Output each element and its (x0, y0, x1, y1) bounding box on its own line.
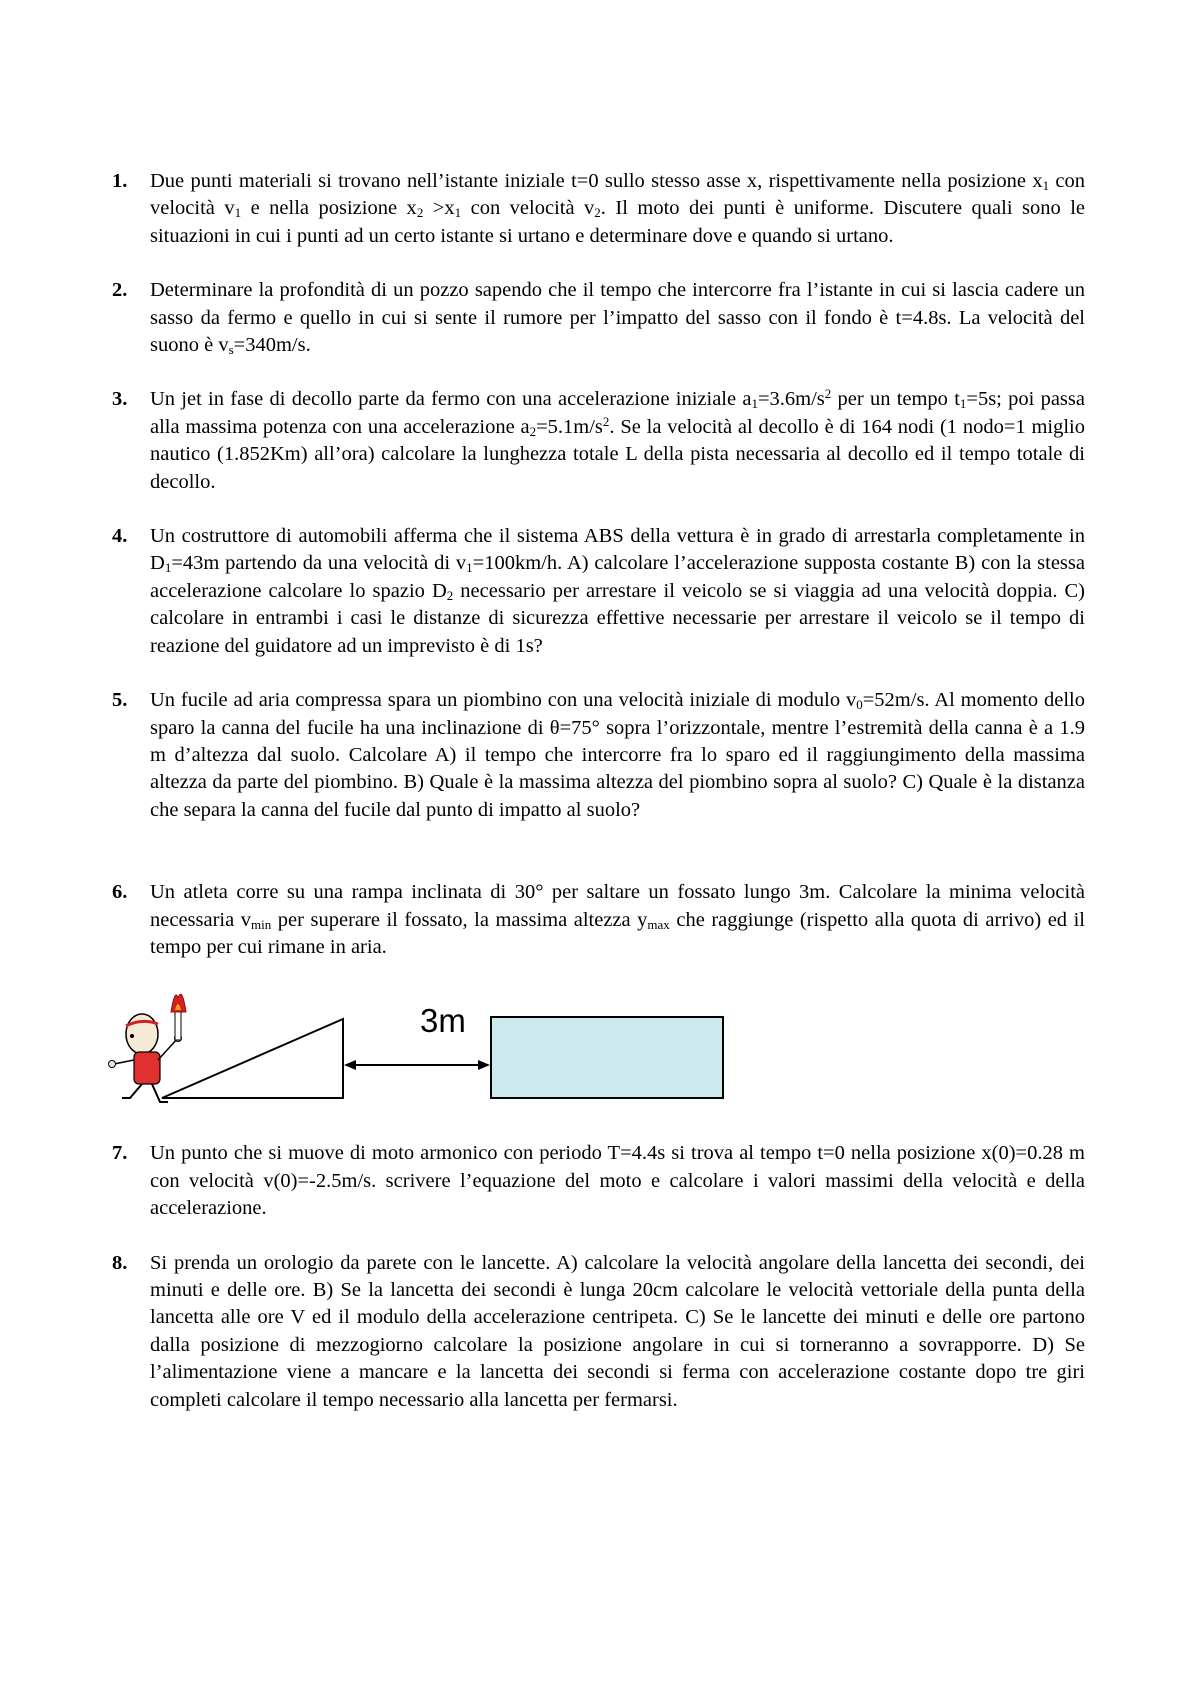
problem-3 (112, 386, 1085, 496)
problem-list (112, 168, 1086, 1441)
problem-number: 7. (112, 1142, 128, 1165)
problem-6 (112, 879, 1085, 961)
ramp-diagram (100, 988, 1035, 1110)
problem-1 (112, 168, 1086, 250)
problem-text: Un atleta corre su una rampa inclinata di 30° per saltare un fossato lungo 3m. Calcolare la minima velocità necessaria $v_{min}$ per superare il fossato, la massima altezza $y_{max}$ che raggiunge (rispetto alla quota di arrivo) ed il tempo per cui rimane in aria. (150, 881, 1085, 958)
problem-text: Un fucile ad aria compressa spara un piombino con una velocità iniziale di modulo $v_0=52m/s$. Al momento dello sparo la canna del fucile ha una inclinazione di θ=75° sopra l’orizzontale, mentre l’estremità della canna è a 1.9 m d’altezza dal suolo. Calcolare A) il tempo che intercorre fra lo sparo ed il raggiungimento della massima altezza da parte del piombino. B) Quale è la massima altezza del piombino sopra al suolo? C) Quale è la distanza che separa la canna del fucile dal punto di impatto al suolo? (150, 689, 1085, 821)
ramp-triangle (162, 1019, 343, 1098)
landing-block (491, 1017, 723, 1098)
problem-text: Determinare la profondità di un pozzo sapendo che il tempo che intercorre fra l’istante in cui si lascia cadere un sasso da fermo e quello in cui si sente il rumore per l’impatto del sasso con il fondo è t=4.8s. La velocità del suono è $v_s=340m/s$. (150, 279, 1085, 358)
athlete-icon (109, 995, 187, 1103)
problem-8 (112, 1250, 1085, 1414)
problem-7 (112, 1140, 1085, 1222)
problem-5 (112, 687, 1085, 824)
problem-number: 8. (112, 1251, 128, 1274)
gap-arrow (344, 1060, 490, 1070)
ramp-figure (100, 988, 1035, 1110)
problem-number: 6. (112, 881, 128, 904)
problem-number: 3. (112, 388, 128, 411)
problem-number: 5. (112, 689, 128, 712)
problem-text: Due punti materiali si trovano nell’istante iniziale t=0 sullo stesso asse x, rispettivamente nella posizione $x_1$ con velocità $v_1$ e nella posizione $x_2 >x_1$ con velocità $v_2$. Il moto dei punti è uniforme. Discutere quali sono le situazioni in cui i punti ad un certo istante si urtano e determinare dove e quando si urtano. (150, 170, 1086, 247)
problem-number: 2. (112, 279, 128, 302)
problem-text: Si prenda un orologio da parete con le lancette. A) calcolare la velocità angolare della lancetta dei secondi, dei minuti e delle ore. B) Se la lancetta dei secondi è lunga 20cm calcolare le velocità vettoriale della punta della lancetta alle ore V ed il modulo della accelerazione centripeta. C) Se le lancette dei minuti e delle ore partono dalla posizione di mezzogiorno calcolare la posizione angolare in cui si torneranno a sovrapporre. D) Se l’alimentazione viene a mancare e la lancetta dei secondi si ferma con accelerazione costante dopo tre giri completi calcolare il tempo necessario alla lancetta per fermarsi. (150, 1251, 1085, 1411)
problem-text: Un jet in fase di decollo parte da fermo con una accelerazione iniziale $a_1=3.6m/s^2$ per un tempo $t_1=5s$; poi passa alla massima potenza con una accelerazione $a_2=5.1m/s^2$. Se la velocità al decollo è di 164 nodi (1 nodo=1 miglio nautico (1.852Km) all’ora) calcolare la lunghezza totale L della pista necessaria al decollo ed il tempo totale di decollo. (150, 386, 1085, 493)
problem-text: Un punto che si muove di moto armonico con periodo T=4.4s si trova al tempo t=0 nella posizione x(0)=0.28 m con velocità v(0)=-2.5m/s. scrivere l’equazione del moto e calcolare i valori massimi della velocità e della accelerazione. (150, 1142, 1085, 1220)
problem-4 (112, 523, 1085, 660)
problem-2 (112, 277, 1085, 359)
problem-text: Un costruttore di automobili afferma che il sistema ABS della vettura è in grado di arrestarla completamente in $D_1=43m$ partendo da una velocità di $v_1=100km/h$. A) calcolare l’accelerazione supposta costante B) con la stessa accelerazione calcolare lo spazio $D_2$ necessario per arrestare il veicolo se si viaggia ad una velocità doppia. C) calcolare in entrambi i casi le distanze di sicurezza effettive necessarie per arrestare il veicolo se il tempo di reazione del guidatore ad un imprevisto è di 1s? (150, 525, 1085, 657)
problem-number: 4. (112, 525, 128, 548)
gap-length-label: 3m (420, 1002, 466, 1040)
problem-number: 1. (112, 170, 128, 192)
